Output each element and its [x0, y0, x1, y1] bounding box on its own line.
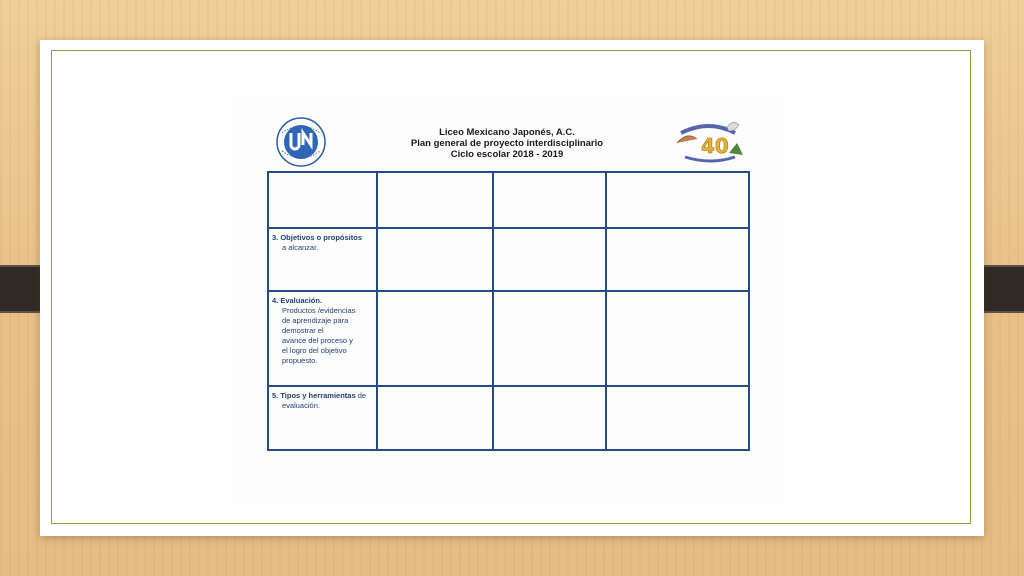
- table-cell: [493, 386, 606, 450]
- row-label-line: evaluación.: [282, 401, 320, 410]
- header-institution: Liceo Mexicano Japonés, A.C.: [439, 127, 575, 138]
- row-label-line: Productos /evidencias: [282, 306, 356, 315]
- row-label-evaluation: [268, 291, 377, 386]
- header-school-year: Ciclo escolar 2018 - 2019: [450, 149, 564, 160]
- table-cell: [268, 172, 377, 228]
- anniversary-40-logo-icon: [671, 113, 749, 167]
- row-label-line: el logro del objetivo: [282, 346, 347, 355]
- row-label-title: 3. Objetivos o propósitos: [272, 233, 363, 242]
- svg-text:40: 40: [701, 134, 729, 158]
- table-row: [268, 386, 749, 450]
- table-cell: [377, 228, 492, 291]
- table-cell: [606, 172, 749, 228]
- document-image: [231, 97, 783, 505]
- table-cell: [493, 172, 606, 228]
- table-cell: [606, 228, 749, 291]
- row-label-line: avance del proceso y: [282, 336, 353, 345]
- table-cell: [377, 172, 492, 228]
- row-label-title-bold: 5. Tipos y herramientas: [272, 391, 356, 400]
- table-cell: [493, 228, 606, 291]
- project-plan-table: [267, 171, 750, 451]
- row-label-line: demostrar el: [282, 326, 324, 335]
- table-row: [268, 228, 749, 291]
- table-cell: [606, 291, 749, 386]
- header-plan-title: Plan general de proyecto interdisciplinario: [410, 138, 604, 149]
- table-cell: [377, 291, 492, 386]
- row-label-line: propuesto.: [282, 356, 318, 365]
- row-label-title: [272, 391, 373, 401]
- row-label-title: 4. Evaluación.: [272, 296, 323, 305]
- row-label-title-suffix: de: [355, 391, 367, 400]
- table-row: [268, 172, 749, 228]
- table-row: [268, 291, 749, 386]
- row-label-line: a alcanzar.: [282, 243, 319, 252]
- row-label-line: de aprendizaje para: [282, 316, 349, 325]
- row-label-objectives: [268, 228, 377, 291]
- table-cell: [493, 291, 606, 386]
- table-cell: [606, 386, 749, 450]
- table-cell: [377, 386, 492, 450]
- row-label-evaluation-tools: [268, 386, 377, 450]
